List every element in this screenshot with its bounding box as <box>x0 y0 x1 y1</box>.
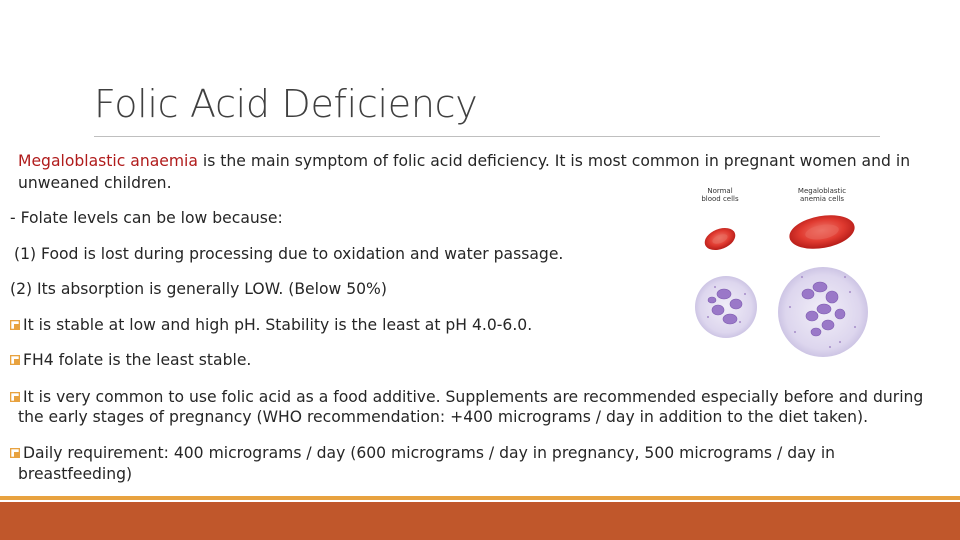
bullet-continuation: the early stages of pregnancy (WHO recommendation: +400 micrograms / day in addition to the diet taken). <box>18 408 869 426</box>
intro-line-1 <box>18 151 910 171</box>
list-item: (2) Its absorption is generally LOW. (Below 50%) <box>10 280 387 298</box>
normal-white-cell <box>695 276 757 338</box>
intro-text: is the main symptom of folic acid deficiency. It is most common in pregnant women and in <box>197 152 911 170</box>
checkbox-bullet-icon <box>10 448 20 458</box>
checkbox-bullet-icon <box>10 320 20 330</box>
footer-accent-line <box>0 496 960 500</box>
footer-bar <box>0 502 960 540</box>
highlight-term: Megaloblastic anaemia <box>18 152 198 170</box>
checkbox-bullet-icon <box>10 392 20 402</box>
title-divider <box>94 136 880 137</box>
blood-cells-figure <box>690 182 870 362</box>
bullet-continuation: breastfeeding) <box>18 465 133 483</box>
bullet-text: It is very common to use folic acid as a food additive. Supplements are recommended especially before and during <box>23 388 924 406</box>
bullet-item <box>10 443 835 463</box>
list-item: (1) Food is lost during processing due to oxidation and water passage. <box>14 245 564 263</box>
bullet-item <box>10 350 251 370</box>
checkbox-bullet-icon <box>10 355 20 365</box>
bullet-item <box>10 315 532 335</box>
caption-line: Normal <box>707 187 733 195</box>
blood-cells-illustration <box>690 182 870 362</box>
caption-line: anemia cells <box>799 195 844 203</box>
caption-line: blood cells <box>701 195 739 203</box>
list-item: - Folate levels can be low because: <box>10 209 283 227</box>
bullet-text: FH4 folate is the least stable. <box>23 351 252 369</box>
bullet-text: It is stable at low and high pH. Stability is the least at pH 4.0-6.0. <box>23 316 533 334</box>
bullet-item <box>10 387 923 407</box>
intro-line-2: unweaned children. <box>18 174 172 192</box>
slide-title: Folic Acid Deficiency <box>94 82 478 126</box>
caption-line: Megaloblastic <box>797 187 847 195</box>
bullet-text: Daily requirement: 400 micrograms / day (600 micrograms / day in pregnancy, 500 micrograms / day in <box>23 444 836 462</box>
